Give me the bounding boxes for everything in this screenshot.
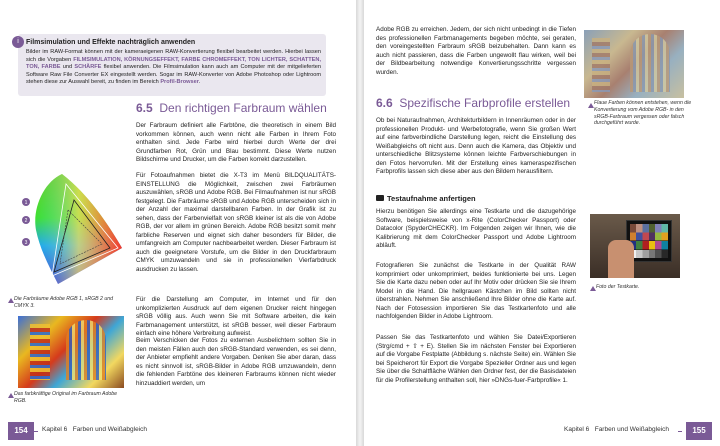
info-box-text: Bilder im RAW-Format können mit der kameraeigenen RAW-Konvertierung flexibel bearbeitet werden. Hierbei lassen sich die Vorgaben FILMSIMULATION, KÖRNUNGSEFFEKT, FARBE CHROMEFFEKT, TON LICHTER, SCHATTEN, TON, FARBE und SCHÄRFE flexibel anwenden. Die Filmsimulation kann auch am Computer mit der mitgelieferten Software Raw File Converter EX eingestellt werden. Sogar im RAW-Konverter von Adobe Photoshop oder Lightroom stehen diese zur Auswahl bereit, zu finden im Bereich Profil-Browser. [26,49,321,86]
marker-2-label: 2 [24,218,28,224]
footer-rule [678,431,682,432]
photo-arch [630,34,670,92]
para-srgb-recommendation: Adobe RGB zu erreichen. Jedem, der sich nicht unbedingt in die Tiefen des professionellen Farbmanagements begeben möchte, sei geraten, den voreingestellten Farbraum sRGB beizubehalten. Dann kann es auch nicht passieren, dass die Farben ungewollt flau wirken, weil bei der Bildbearbeitung notwendige Konvertierungsschritte vergessen wurden. [376,26,576,76]
photo-arch [66,320,106,380]
caption-gamut: Die Farbräume Adobe RGB 1, sRGB 2 und CMYK 3. [14,296,113,309]
para-color-profiles: Ob bei Naturaufnahmen, Architekturbildern in Innenräumen oder in der professionellen Produkt- und Werbefotografie, wenn Sie großen Wert auf eine farbverbindliche Darstellung legen, reicht die Einstellung des Weißabgleichs oft nicht aus. Denn auch die Kamera, das Objektiv und unterschiedliche Blitzsysteme können leichte Farbverschiebungen in den Fotos hervorrufen. Mit der Erstellung eines kameraspezifischen Farbprofils lassen sich diese aber aus den Bildern herausfiltern. [376,117,576,175]
info-box-title: Filmsimulation und Effekte nachträglich anwenden [26,39,196,46]
photo-detail [592,38,610,92]
caption-photo: Das farbkräftige Original im Farbraum Adobe RGB. [14,391,118,404]
page-number: 154 [8,422,34,440]
gamut-spectrum-overlay [35,174,122,284]
footer-rule [34,431,38,432]
footer-chapter: Kapitel 6 Farben und Weißabgleich [564,426,670,433]
caption-flat-colors: Flaue Farben können entstehen, wenn die Konvertierung vom Adobe RGB- in den sRGB-Farbraum vergessen oder falsch durchgeführt wurde. [594,100,692,127]
color-gamut-diagram [22,168,130,290]
subheading-test-shot: Testaufnahme anfertigen [376,194,476,203]
photo-adobe-rgb-original [18,316,124,388]
color-patches [630,224,668,258]
marker-1-label: 1 [24,200,28,206]
para-test-card: Hierzu benötigen Sie allerdings eine Testkarte und die dazugehörige Software, beispielsweise von x-Rite (ColorChecker Passport) oder Datacolor (SpyderCHECKR). Im Folgenden zeigen wir Ihnen, wie die Kalibrierung mit dem ColorChecker Passport und Adobe Lightroom abläuft. [376,208,576,249]
photo-flat-colors [584,30,684,98]
info-box [18,34,326,96]
book-gutter [356,0,364,446]
caption-test-card: Foto der Testkarte. [596,284,640,290]
para-shoot-card: Fotografieren Sie zunächst die Testkarte in der Qualität RAW komprimiert oder unkomprimiert, beides funktionierte bei uns. Legen Sie die Karte dazu neben oder auf Ihr Motiv oder drücken Sie sie Ihrem Model in die Hand. Die hellgrauen Kästchen im Bild sollten nicht überstrahlen. Nehmen Sie anschließend Ihre Bilder ohne die Karte auf. Nach der Fotosession importieren Sie das Testkartenfoto und alle nachfolgenden Bilder in Adobe Lightroom. [376,262,576,320]
left-page [0,0,356,446]
photo-detail [30,324,50,380]
para-colorspace-choice: Für Fotoaufnahmen bietet die X-T3 im Menü BILDQUALITÄTS-EINSTELLUNG die Möglichkeit, zwischen zwei Farbräumen auszuwählen, sRGB und Adobe RGB. Bei Filmaufnahmen ist nur sRGB festgelegt. Die Farbräume sRGB und Adobe RGB unterscheiden sich in der Anzahl der maximal darstellbaren Farben. In der Grafik ist zu sehen, dass der Farbenvielfalt von sRGB kleiner ist als die von Adobe RGB, der vor allem im grünen Bereich. Adobe RGB besitzt somit mehr farbliche Reserven und eignet sich daher besonders für Bilder, die umfangreich am Computer nachbearbeitet werden. Dieser Farbraum ist auch die geeignetere Vorstufe, um die Bilder in den Druckfarbraum CMYK umzuwandeln und sie in professionellen Vierfarbdruck ausdrucken zu lassen. [136,172,336,273]
page-number: 155 [686,422,712,440]
camera-icon [376,195,384,201]
photo-test-card [590,214,680,278]
footer-chapter: Kapitel 6 Farben und Weißabgleich [42,426,148,433]
para-export: Passen Sie das Testkartenfoto und wählen Sie Datei/Exportieren (Strg/cmd + ⇧ + E). Stellen Sie im nächsten Fenster bei Exportieren auf die Vorgabe Festplatte (Abbildung s. nächste Seite) ein. Wählen Sie bei Speicherort für Export die Vorgabe Spezieller Ordner aus und legen Sie über die Schaltfläche Wählen den Ordner fest, der die Basisdateien für die Profilerstellung enthalten soll, hier »DNGs-fuer-Farbprofile« 1. [376,334,576,384]
section-heading-6-5: 6.5 Den richtigen Farbraum wählen [136,101,327,115]
para-srgb-usage: Für die Darstellung am Computer, im Internet und für den unkomplizierten Ausdruck auf dem eigenen Drucker reicht hingegen sRGB völlig aus. Auch wenn Sie mit Software arbeiten, die kein Farbmanagement unterstützt, ist sRGB besser, weil dieser Farbraum einfach eine höhere Verbreitung aufweist. [136,296,336,337]
para-colorspace-intro: Der Farbraum definiert alle Farbtöne, die theoretisch in einem Bild vorkommen können, auch wenn nicht alle Farben in Ihrem Foto enthalten sind. Jede Farbe wird hierbei durch Werte der drei Grundfarben Rot, Grün und Blau bestimmt. Diese Werte nutzen Bildschirme und Drucker, um die Farben korrekt darzustellen. [136,122,336,163]
marker-3-label: 3 [24,240,28,246]
para-external-printing: Beim Verschicken der Fotos zu externen Ausbelichtern sollten Sie in den meisten Fällen auch den sRGB-Standard verwenden, es sei denn, der Anbieter empfiehlt andere Vorgaben. Denken Sie aber daran, dass es nicht sinnvoll ist, sRGB-Bilder in Adobe RGB umzuwandeln, denn die fehlenden Farbtöne des kleineren Farbraums können nicht wieder hinzuaddiert werden, um [136,337,336,387]
right-page [364,0,720,446]
hand [608,240,634,278]
section-heading-6-6: 6.6 Spezifische Farbprofile erstellen [376,96,571,110]
info-icon: i [12,36,24,48]
